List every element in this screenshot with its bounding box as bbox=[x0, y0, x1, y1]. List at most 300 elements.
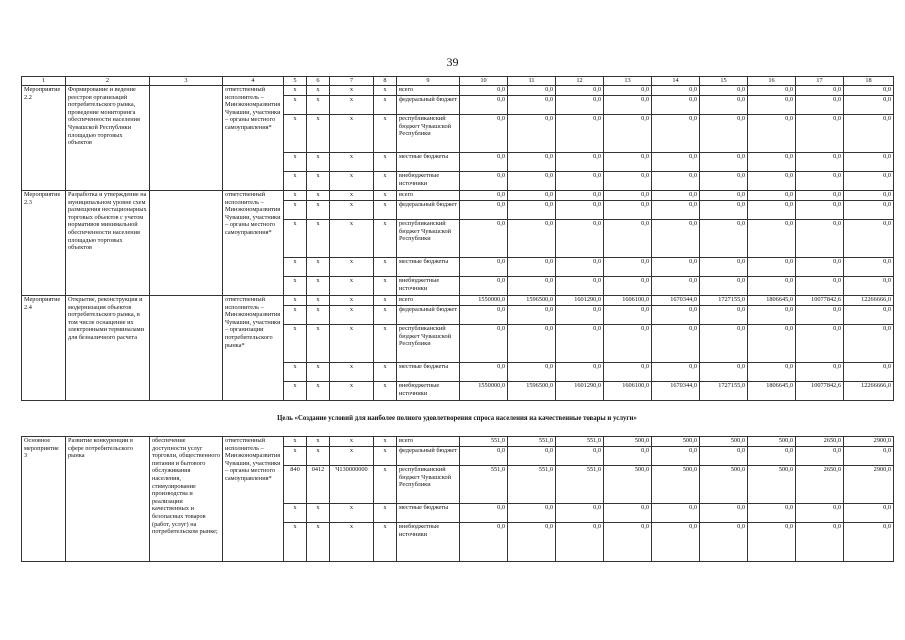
value-cell: 0,0 bbox=[748, 523, 796, 562]
section-target bbox=[150, 191, 223, 296]
value-cell: 0,0 bbox=[796, 447, 844, 466]
code-section: x bbox=[307, 172, 330, 191]
value-cell: 0,0 bbox=[652, 201, 700, 220]
section-name: Развитие конкуренции в сфере потребительского рынка bbox=[66, 437, 150, 562]
value-cell: 0,0 bbox=[460, 86, 508, 96]
value-cell: 0,0 bbox=[748, 363, 796, 382]
value-cell: 0,0 bbox=[508, 277, 556, 296]
value-cell: 0,0 bbox=[460, 325, 508, 363]
code-expense-type: x bbox=[374, 296, 397, 306]
funding-source: федеральный бюджет bbox=[397, 201, 460, 220]
value-cell: 0,0 bbox=[700, 363, 748, 382]
code-expense-type: x bbox=[374, 191, 397, 201]
code-grbs: x bbox=[284, 115, 307, 153]
value-cell: 12266666,0 bbox=[844, 296, 894, 306]
page-number: 39 bbox=[446, 55, 459, 69]
code-section: x bbox=[307, 382, 330, 401]
code-expense-type: x bbox=[374, 115, 397, 153]
section-name: Разработка и утверждение на муниципальном уровне схем размещения нестационарных торговых объектов с учетом нормативов минимальной обеспеченности населения площадью торговых объектов bbox=[66, 191, 150, 296]
funding-source: республиканский бюджет Чувашской Республики bbox=[397, 220, 460, 258]
value-cell: 0,0 bbox=[652, 447, 700, 466]
value-cell: 1550000,0 bbox=[460, 296, 508, 306]
funding-source: всего bbox=[397, 437, 460, 447]
budget-table-bottom bbox=[21, 436, 894, 562]
value-cell: 0,0 bbox=[652, 504, 700, 523]
value-cell: 0,0 bbox=[460, 277, 508, 296]
value-cell: 0,0 bbox=[844, 325, 894, 363]
funding-source: республиканский бюджет Чувашской Республики bbox=[397, 466, 460, 504]
code-expense-type: x bbox=[374, 523, 397, 562]
value-cell: 551,0 bbox=[460, 437, 508, 447]
code-expense-type: x bbox=[374, 96, 397, 115]
code-expense-type: x bbox=[374, 382, 397, 401]
value-cell: 0,0 bbox=[604, 153, 652, 172]
code-expense-type: x bbox=[374, 153, 397, 172]
value-cell: 0,0 bbox=[700, 504, 748, 523]
value-cell: 0,0 bbox=[556, 523, 604, 562]
funding-source: федеральный бюджет bbox=[397, 96, 460, 115]
value-cell: 0,0 bbox=[796, 523, 844, 562]
value-cell: 0,0 bbox=[748, 191, 796, 201]
code-section: x bbox=[307, 220, 330, 258]
value-cell: 0,0 bbox=[604, 201, 652, 220]
section-target bbox=[150, 296, 223, 401]
value-cell: 0,0 bbox=[844, 115, 894, 153]
value-cell: 500,0 bbox=[604, 437, 652, 447]
header-cell: 9 bbox=[397, 77, 460, 86]
value-cell: 0,0 bbox=[460, 447, 508, 466]
code-target-article: x bbox=[330, 191, 374, 201]
value-cell: 0,0 bbox=[460, 258, 508, 277]
value-cell: 0,0 bbox=[460, 201, 508, 220]
value-cell: 0,0 bbox=[700, 447, 748, 466]
value-cell: 0,0 bbox=[556, 201, 604, 220]
code-section: x bbox=[307, 201, 330, 220]
header-cell: 8 bbox=[374, 77, 397, 86]
value-cell: 500,0 bbox=[748, 466, 796, 504]
code-expense-type: x bbox=[374, 258, 397, 277]
value-cell: 0,0 bbox=[796, 115, 844, 153]
value-cell: 0,0 bbox=[748, 306, 796, 325]
value-cell: 0,0 bbox=[604, 363, 652, 382]
code-section: x bbox=[307, 363, 330, 382]
value-cell: 0,0 bbox=[748, 115, 796, 153]
value-cell: 500,0 bbox=[652, 466, 700, 504]
value-cell: 0,0 bbox=[460, 115, 508, 153]
value-cell: 10077842,6 bbox=[796, 382, 844, 401]
value-cell: 0,0 bbox=[556, 115, 604, 153]
value-cell: 1806645,0 bbox=[748, 382, 796, 401]
value-cell: 551,0 bbox=[556, 466, 604, 504]
value-cell: 0,0 bbox=[700, 258, 748, 277]
value-cell: 1596500,0 bbox=[508, 382, 556, 401]
value-cell: 0,0 bbox=[748, 258, 796, 277]
value-cell: 0,0 bbox=[796, 258, 844, 277]
value-cell: 0,0 bbox=[796, 220, 844, 258]
value-cell: 0,0 bbox=[508, 115, 556, 153]
value-cell: 0,0 bbox=[460, 172, 508, 191]
header-cell: 14 bbox=[652, 77, 700, 86]
value-cell: 0,0 bbox=[652, 325, 700, 363]
value-cell: 10077842,6 bbox=[796, 296, 844, 306]
code-target-article: x bbox=[330, 325, 374, 363]
value-cell: 0,0 bbox=[508, 201, 556, 220]
value-cell: 0,0 bbox=[700, 277, 748, 296]
code-section: x bbox=[307, 325, 330, 363]
code-target-article: x bbox=[330, 306, 374, 325]
code-grbs: x bbox=[284, 447, 307, 466]
value-cell: 0,0 bbox=[508, 325, 556, 363]
value-cell: 500,0 bbox=[700, 437, 748, 447]
section-code: Основное мероприятие 3 bbox=[22, 437, 66, 562]
value-cell: 0,0 bbox=[652, 86, 700, 96]
code-target-article: x bbox=[330, 382, 374, 401]
value-cell: 0,0 bbox=[652, 258, 700, 277]
value-cell: 0,0 bbox=[748, 153, 796, 172]
value-cell: 1806645,0 bbox=[748, 296, 796, 306]
funding-source: всего bbox=[397, 296, 460, 306]
value-cell: 0,0 bbox=[700, 153, 748, 172]
value-cell: 0,0 bbox=[796, 363, 844, 382]
value-cell: 0,0 bbox=[604, 86, 652, 96]
code-expense-type: x bbox=[374, 437, 397, 447]
code-grbs: x bbox=[284, 437, 307, 447]
header-cell: 4 bbox=[223, 77, 284, 86]
value-cell: 0,0 bbox=[796, 201, 844, 220]
code-grbs: x bbox=[284, 277, 307, 296]
value-cell: 0,0 bbox=[700, 325, 748, 363]
code-grbs: x bbox=[284, 258, 307, 277]
value-cell: 0,0 bbox=[748, 220, 796, 258]
value-cell: 0,0 bbox=[556, 191, 604, 201]
header-cell: 16 bbox=[748, 77, 796, 86]
value-cell: 500,0 bbox=[748, 437, 796, 447]
value-cell: 1606100,0 bbox=[604, 382, 652, 401]
value-cell: 2650,0 bbox=[796, 466, 844, 504]
value-cell: 0,0 bbox=[700, 96, 748, 115]
code-section: x bbox=[307, 504, 330, 523]
section-target: обеспечение доступности услуг торговли, общественного питания и бытового обслуживания населения, стимулирование производства и реализации качественных и безопасных товаров (работ, услуг) на потребительском рынке; bbox=[150, 437, 223, 562]
goal-heading: Цель «Создание условий для наиболее полного удовлетворения спроса населения на качественные товары и услуги» bbox=[277, 415, 637, 422]
code-section: x bbox=[307, 115, 330, 153]
value-cell: 0,0 bbox=[508, 523, 556, 562]
value-cell: 0,0 bbox=[604, 172, 652, 191]
value-cell: 0,0 bbox=[508, 86, 556, 96]
value-cell: 1727155,0 bbox=[700, 382, 748, 401]
value-cell: 0,0 bbox=[748, 172, 796, 191]
value-cell: 0,0 bbox=[556, 220, 604, 258]
value-cell: 0,0 bbox=[748, 96, 796, 115]
code-target-article: x bbox=[330, 172, 374, 191]
value-cell: 0,0 bbox=[556, 306, 604, 325]
section-executor: ответственный исполнитель – Минэкономразвития Чувашии, участники – органы местного самоуправления* bbox=[223, 86, 284, 191]
table-row bbox=[22, 86, 894, 96]
value-cell: 0,0 bbox=[508, 172, 556, 191]
value-cell: 0,0 bbox=[748, 504, 796, 523]
code-section: x bbox=[307, 447, 330, 466]
code-expense-type: x bbox=[374, 504, 397, 523]
value-cell: 0,0 bbox=[700, 172, 748, 191]
value-cell: 0,0 bbox=[652, 115, 700, 153]
header-cell: 12 bbox=[556, 77, 604, 86]
value-cell: 0,0 bbox=[748, 201, 796, 220]
code-grbs: 840 bbox=[284, 466, 307, 504]
funding-source: республиканский бюджет Чувашской Республики bbox=[397, 115, 460, 153]
value-cell: 0,0 bbox=[748, 86, 796, 96]
value-cell: 551,0 bbox=[556, 437, 604, 447]
code-section: x bbox=[307, 277, 330, 296]
value-cell: 0,0 bbox=[508, 96, 556, 115]
code-target-article: x bbox=[330, 201, 374, 220]
value-cell: 0,0 bbox=[796, 191, 844, 201]
value-cell: 0,0 bbox=[508, 220, 556, 258]
header-cell: 11 bbox=[508, 77, 556, 86]
section-target bbox=[150, 86, 223, 191]
code-grbs: x bbox=[284, 382, 307, 401]
value-cell: 0,0 bbox=[604, 325, 652, 363]
code-target-article: x bbox=[330, 523, 374, 562]
funding-source: федеральный бюджет bbox=[397, 306, 460, 325]
code-grbs: x bbox=[284, 191, 307, 201]
value-cell: 0,0 bbox=[844, 172, 894, 191]
value-cell: 0,0 bbox=[844, 504, 894, 523]
code-expense-type: x bbox=[374, 86, 397, 96]
code-section: x bbox=[307, 437, 330, 447]
header-cell: 2 bbox=[66, 77, 150, 86]
funding-source: всего bbox=[397, 86, 460, 96]
value-cell: 0,0 bbox=[796, 96, 844, 115]
value-cell: 1670344,0 bbox=[652, 296, 700, 306]
code-section: x bbox=[307, 258, 330, 277]
value-cell: 0,0 bbox=[604, 191, 652, 201]
value-cell: 0,0 bbox=[556, 363, 604, 382]
code-target-article: x bbox=[330, 277, 374, 296]
table-row bbox=[22, 296, 894, 306]
value-cell: 0,0 bbox=[652, 96, 700, 115]
value-cell: 12266666,0 bbox=[844, 382, 894, 401]
code-target-article: x bbox=[330, 96, 374, 115]
value-cell: 0,0 bbox=[604, 504, 652, 523]
code-grbs: x bbox=[284, 504, 307, 523]
value-cell: 0,0 bbox=[796, 277, 844, 296]
value-cell: 1670344,0 bbox=[652, 382, 700, 401]
value-cell: 0,0 bbox=[844, 306, 894, 325]
value-cell: 0,0 bbox=[460, 153, 508, 172]
header-cell: 10 bbox=[460, 77, 508, 86]
value-cell: 0,0 bbox=[508, 447, 556, 466]
value-cell: 0,0 bbox=[556, 172, 604, 191]
value-cell: 0,0 bbox=[508, 306, 556, 325]
code-section: x bbox=[307, 523, 330, 562]
value-cell: 0,0 bbox=[652, 277, 700, 296]
funding-source: федеральный бюджет bbox=[397, 447, 460, 466]
value-cell: 0,0 bbox=[556, 325, 604, 363]
value-cell: 0,0 bbox=[604, 258, 652, 277]
value-cell: 551,0 bbox=[460, 466, 508, 504]
funding-source: внебюджетные источники bbox=[397, 523, 460, 562]
value-cell: 500,0 bbox=[700, 466, 748, 504]
value-cell: 0,0 bbox=[556, 258, 604, 277]
value-cell: 0,0 bbox=[748, 447, 796, 466]
value-cell: 0,0 bbox=[460, 523, 508, 562]
value-cell: 0,0 bbox=[604, 306, 652, 325]
code-section: x bbox=[307, 153, 330, 172]
value-cell: 0,0 bbox=[700, 115, 748, 153]
value-cell: 0,0 bbox=[460, 191, 508, 201]
value-cell: 0,0 bbox=[460, 363, 508, 382]
code-target-article: x bbox=[330, 363, 374, 382]
funding-source: всего bbox=[397, 191, 460, 201]
value-cell: 0,0 bbox=[604, 115, 652, 153]
value-cell: 0,0 bbox=[844, 201, 894, 220]
value-cell: 0,0 bbox=[796, 172, 844, 191]
funding-source: внебюджетные источники bbox=[397, 382, 460, 401]
funding-source: внебюджетные источники bbox=[397, 277, 460, 296]
section-code: Мероприятие 2.2 bbox=[22, 86, 66, 191]
value-cell: 0,0 bbox=[652, 153, 700, 172]
value-cell: 0,0 bbox=[844, 277, 894, 296]
value-cell: 0,0 bbox=[652, 306, 700, 325]
code-target-article: x bbox=[330, 153, 374, 172]
code-grbs: x bbox=[284, 86, 307, 96]
code-grbs: x bbox=[284, 220, 307, 258]
value-cell: 0,0 bbox=[556, 447, 604, 466]
code-target-article: x bbox=[330, 86, 374, 96]
budget-table-top bbox=[21, 76, 894, 401]
value-cell: 1601290,0 bbox=[556, 296, 604, 306]
value-cell: 0,0 bbox=[556, 277, 604, 296]
section-name: Формирование и ведение реестров организаций потребительского рынка, проведение мониторинга обеспеченности населения Чувашской Республики площадью торговых объектов bbox=[66, 86, 150, 191]
value-cell: 0,0 bbox=[556, 96, 604, 115]
value-cell: 2900,0 bbox=[844, 437, 894, 447]
header-cell: 7 bbox=[330, 77, 374, 86]
header-cell: 15 bbox=[700, 77, 748, 86]
value-cell: 551,0 bbox=[508, 437, 556, 447]
code-target-article: Ч130000000 bbox=[330, 466, 374, 504]
value-cell: 0,0 bbox=[700, 220, 748, 258]
value-cell: 0,0 bbox=[556, 86, 604, 96]
value-cell: 0,0 bbox=[556, 504, 604, 523]
code-expense-type: x bbox=[374, 201, 397, 220]
value-cell: 0,0 bbox=[700, 191, 748, 201]
funding-source: внебюджетные источники bbox=[397, 172, 460, 191]
value-cell: 0,0 bbox=[844, 96, 894, 115]
code-target-article: x bbox=[330, 115, 374, 153]
header-cell: 3 bbox=[150, 77, 223, 86]
section-name: Открытие, реконструкция и модернизация объектов потребительского рынка, в том числе оснащение их электронными терминалами для безналичного расчета bbox=[66, 296, 150, 401]
code-target-article: x bbox=[330, 296, 374, 306]
code-grbs: x bbox=[284, 201, 307, 220]
value-cell: 0,0 bbox=[748, 277, 796, 296]
value-cell: 0,0 bbox=[796, 504, 844, 523]
header-cell: 5 bbox=[284, 77, 307, 86]
code-grbs: x bbox=[284, 363, 307, 382]
value-cell: 0,0 bbox=[508, 258, 556, 277]
value-cell: 0,0 bbox=[796, 153, 844, 172]
code-expense-type: x bbox=[374, 466, 397, 504]
table-row bbox=[22, 437, 894, 447]
code-target-article: x bbox=[330, 220, 374, 258]
section-code: Мероприятие 2.3 bbox=[22, 191, 66, 296]
value-cell: 0,0 bbox=[844, 363, 894, 382]
code-grbs: x bbox=[284, 306, 307, 325]
value-cell: 0,0 bbox=[604, 96, 652, 115]
value-cell: 500,0 bbox=[604, 466, 652, 504]
value-cell: 0,0 bbox=[604, 447, 652, 466]
value-cell: 0,0 bbox=[652, 363, 700, 382]
funding-source: местные бюджеты bbox=[397, 363, 460, 382]
value-cell: 0,0 bbox=[844, 153, 894, 172]
value-cell: 0,0 bbox=[508, 153, 556, 172]
value-cell: 0,0 bbox=[748, 325, 796, 363]
value-cell: 0,0 bbox=[460, 306, 508, 325]
table-row bbox=[22, 191, 894, 201]
value-cell: 1727155,0 bbox=[700, 296, 748, 306]
funding-source: местные бюджеты bbox=[397, 258, 460, 277]
value-cell: 0,0 bbox=[652, 172, 700, 191]
value-cell: 0,0 bbox=[700, 523, 748, 562]
value-cell: 0,0 bbox=[844, 447, 894, 466]
header-row bbox=[22, 77, 894, 86]
value-cell: 0,0 bbox=[556, 153, 604, 172]
value-cell: 0,0 bbox=[796, 86, 844, 96]
code-grbs: x bbox=[284, 296, 307, 306]
funding-source: местные бюджеты bbox=[397, 153, 460, 172]
code-grbs: x bbox=[284, 523, 307, 562]
value-cell: 0,0 bbox=[700, 201, 748, 220]
code-expense-type: x bbox=[374, 220, 397, 258]
code-expense-type: x bbox=[374, 306, 397, 325]
code-section: 0412 bbox=[307, 466, 330, 504]
section-code: Мероприятие 2.4 bbox=[22, 296, 66, 401]
value-cell: 0,0 bbox=[700, 86, 748, 96]
value-cell: 1550000,0 bbox=[460, 382, 508, 401]
code-expense-type: x bbox=[374, 172, 397, 191]
value-cell: 0,0 bbox=[460, 220, 508, 258]
header-cell: 6 bbox=[307, 77, 330, 86]
value-cell: 0,0 bbox=[460, 504, 508, 523]
value-cell: 0,0 bbox=[604, 523, 652, 562]
value-cell: 1601290,0 bbox=[556, 382, 604, 401]
value-cell: 0,0 bbox=[652, 220, 700, 258]
value-cell: 0,0 bbox=[844, 86, 894, 96]
code-target-article: x bbox=[330, 447, 374, 466]
code-expense-type: x bbox=[374, 277, 397, 296]
code-grbs: x bbox=[284, 96, 307, 115]
code-target-article: x bbox=[330, 258, 374, 277]
value-cell: 0,0 bbox=[652, 191, 700, 201]
funding-source: местные бюджеты bbox=[397, 504, 460, 523]
value-cell: 2900,0 bbox=[844, 466, 894, 504]
code-expense-type: x bbox=[374, 363, 397, 382]
value-cell: 0,0 bbox=[508, 191, 556, 201]
value-cell: 1596500,0 bbox=[508, 296, 556, 306]
code-grbs: x bbox=[284, 172, 307, 191]
code-section: x bbox=[307, 86, 330, 96]
value-cell: 0,0 bbox=[508, 363, 556, 382]
value-cell: 0,0 bbox=[844, 220, 894, 258]
value-cell: 0,0 bbox=[844, 523, 894, 562]
value-cell: 0,0 bbox=[796, 325, 844, 363]
value-cell: 0,0 bbox=[604, 277, 652, 296]
header-cell: 18 bbox=[844, 77, 894, 86]
value-cell: 1606100,0 bbox=[604, 296, 652, 306]
value-cell: 0,0 bbox=[508, 504, 556, 523]
code-grbs: x bbox=[284, 153, 307, 172]
value-cell: 0,0 bbox=[844, 191, 894, 201]
header-cell: 1 bbox=[22, 77, 66, 86]
code-target-article: x bbox=[330, 504, 374, 523]
